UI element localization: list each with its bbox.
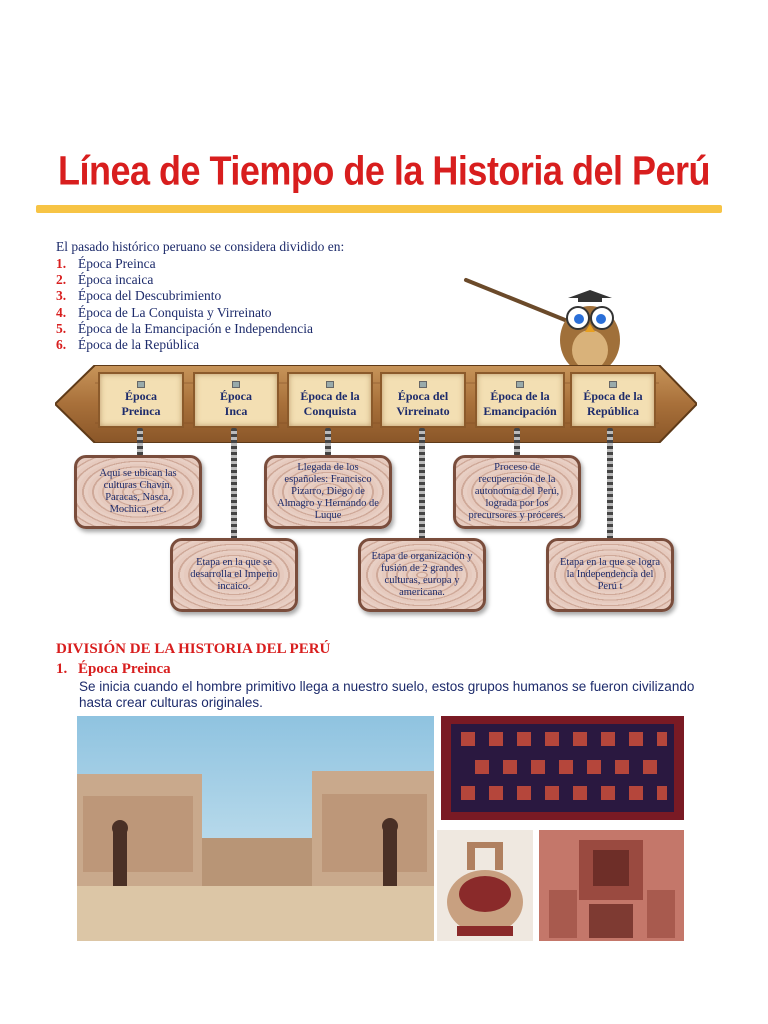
thumbtack-icon (326, 381, 334, 388)
thumbtack-icon (419, 381, 427, 388)
note-virreinato: Etapa de organización y fusión de 2 grandes culturas, europa y americana. (358, 538, 486, 612)
timeline-label-republica: Época de la República (570, 372, 656, 428)
ceramic-vessel-image (437, 830, 533, 941)
note-preinca: Aquí se ubican las culturas Chavín, Paracas, Nasca, Mochica, etc. (74, 455, 202, 529)
thumbtack-icon (609, 381, 617, 388)
note-inca: Etapa en la que se desarrolla el Imperio incaico. (170, 538, 298, 612)
title-underline (36, 205, 722, 213)
note-emancipacion: Proceso de recuperación de la autonomía del Perú, lograda por los precursores y próceres. (453, 455, 581, 529)
list-item: 5. Época de la Emancipación e Independencia (56, 320, 314, 336)
chain-icon (419, 428, 425, 540)
section-paragraph: Se inicia cuando el hombre primitivo llega a nuestro suelo, estos grupos humanos se fueron civilizando hasta crear culturas originales. (79, 679, 695, 710)
list-item: 3. Época del Descubrimiento (56, 288, 222, 304)
timeline-label-virreinato: Época del Virreinato (380, 372, 466, 428)
intro-text: El pasado histórico peruano se considera dividido en: (56, 239, 345, 254)
textile-image (441, 716, 684, 820)
timeline-label-inca: Época Inca (193, 372, 279, 428)
thumbtack-icon (137, 381, 145, 388)
timeline-label-emancipacion: Época de la Emancipación (475, 372, 565, 428)
timeline-label-preinca: Época Preinca (98, 372, 184, 428)
subsection-title: 1. Época Preinca (56, 661, 171, 677)
owl-teacher-icon (460, 270, 630, 380)
section-title: DIVISIÓN DE LA HISTORIA DEL PERÚ (56, 641, 331, 657)
epoch-list (56, 256, 313, 353)
list-item: 2. Época incaica (56, 272, 154, 288)
chain-icon (325, 428, 331, 456)
page-title: Línea de Tiempo de la Historia del Perú (57, 147, 711, 194)
chain-icon (137, 428, 143, 456)
timeline-label-conquista: Época de la Conquista (287, 372, 373, 428)
chain-icon (231, 428, 237, 540)
list-item: 1. Época Preinca (56, 256, 156, 271)
list-item: 4. Época de La Conquista y Virreinato (56, 304, 272, 320)
chain-icon (607, 428, 613, 540)
chain-icon (514, 428, 520, 456)
stone-carving-image (539, 830, 684, 941)
list-item: 6. Época de la República (56, 336, 200, 352)
archaeological-site-image (77, 716, 434, 941)
thumbtack-icon (232, 381, 240, 388)
note-conquista: Llegada de los españoles: Francisco Pizarro, Diego de Almagro y Hernando de Luque (264, 455, 392, 529)
note-republica: Etapa en la que se logra la Independencia del Perú t (546, 538, 674, 612)
thumbtack-icon (516, 381, 524, 388)
